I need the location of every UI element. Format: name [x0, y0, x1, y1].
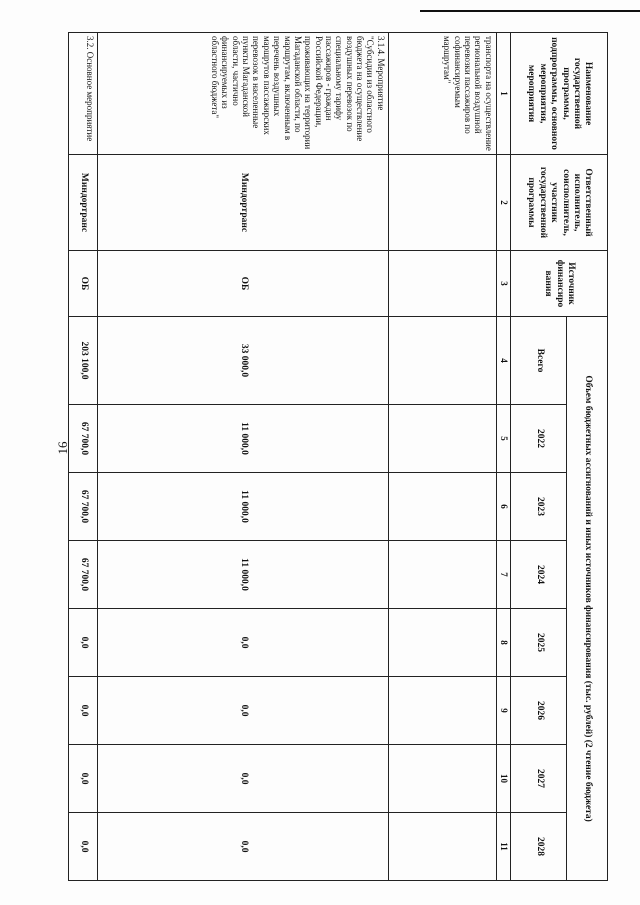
- row-source: ОБ: [69, 251, 98, 317]
- row-executor: [388, 155, 496, 251]
- row-name: транспорта на осуществление региональной воздушной перевозки пассажиров по софинансируемым маршрутам": [388, 33, 496, 155]
- rotated-table-wrapper: [68, 32, 608, 880]
- row-value: [388, 317, 496, 405]
- row-value: [388, 405, 496, 473]
- row-value: 0,0: [98, 813, 388, 881]
- row-value: 0,0: [98, 609, 388, 677]
- column-number: 6: [496, 473, 511, 541]
- row-value: 0,0: [69, 813, 98, 881]
- header-year: 2026: [511, 677, 567, 745]
- table-row: [69, 33, 98, 881]
- header-executor: Ответственный исполнитель, соисполнитель, участник государственной программы: [511, 155, 608, 251]
- column-number: 3: [496, 251, 511, 317]
- row-value: [388, 745, 496, 813]
- row-value: 11 000,0: [98, 405, 388, 473]
- row-executor: Миндортранс: [69, 155, 98, 251]
- row-value: 0,0: [69, 745, 98, 813]
- page-number: 16: [55, 441, 70, 455]
- header-name: Наименование государственной программы, подпрограммы, основного мероприятия, мероприятия: [511, 33, 608, 155]
- row-value: 67 700,0: [69, 473, 98, 541]
- column-number: 10: [496, 745, 511, 813]
- row-value: 0,0: [69, 609, 98, 677]
- column-number: 7: [496, 541, 511, 609]
- header-year: 2022: [511, 405, 567, 473]
- row-value: [388, 541, 496, 609]
- column-number: 2: [496, 155, 511, 251]
- column-number: 1: [496, 33, 511, 155]
- column-number: 11: [496, 813, 511, 881]
- row-value: 0,0: [98, 745, 388, 813]
- header-year: 2023: [511, 473, 567, 541]
- row-source: [388, 251, 496, 317]
- column-number: 9: [496, 677, 511, 745]
- row-value: 11 000,0: [98, 541, 388, 609]
- row-value: 67 700,0: [69, 405, 98, 473]
- row-value: [388, 813, 496, 881]
- row-value: 0,0: [98, 677, 388, 745]
- financing-table: [68, 32, 608, 881]
- header-year: 2024: [511, 541, 567, 609]
- row-value: [388, 677, 496, 745]
- table-row: [388, 33, 496, 881]
- header-source: Источник финансиро вания: [511, 251, 608, 317]
- row-value: 67 700,0: [69, 541, 98, 609]
- row-executor: Миндортранс: [98, 155, 388, 251]
- row-value: 33 000,0: [98, 317, 388, 405]
- header-year: 2028: [511, 813, 567, 881]
- row-value: 11 000,0: [98, 473, 388, 541]
- row-value: 203 100,0: [69, 317, 98, 405]
- row-value: 0,0: [69, 677, 98, 745]
- header-financing-group: Объем бюджетных ассигнований и иных источников финансирования (тыс. рублей) (2 чтение бюджета): [567, 317, 608, 881]
- table-row: [98, 33, 388, 881]
- header-year: 2025: [511, 609, 567, 677]
- column-number: 4: [496, 317, 511, 405]
- top-rule: [420, 10, 640, 12]
- header-year: Всего: [511, 317, 567, 405]
- row-name: 3.1.4. Мероприятие "Субсидии из областного бюджета на осуществление воздушных перевозок по специальному тарифу пассажиров - граждан Российской Федерации, проживающих на территории Магаданской области, по маршрутам, включенным в перечень воздушных маршрутов пассажирских перевозок в населенные пункты Магаданской области, частично финансируемых из областного бюджета": [98, 33, 388, 155]
- row-name: 3.2. Основное мероприятие: [69, 33, 98, 155]
- column-number-row: [496, 33, 511, 881]
- header-year: 2027: [511, 745, 567, 813]
- column-number: 8: [496, 609, 511, 677]
- row-value: [388, 473, 496, 541]
- row-source: ОБ: [98, 251, 388, 317]
- column-number: 5: [496, 405, 511, 473]
- row-value: [388, 609, 496, 677]
